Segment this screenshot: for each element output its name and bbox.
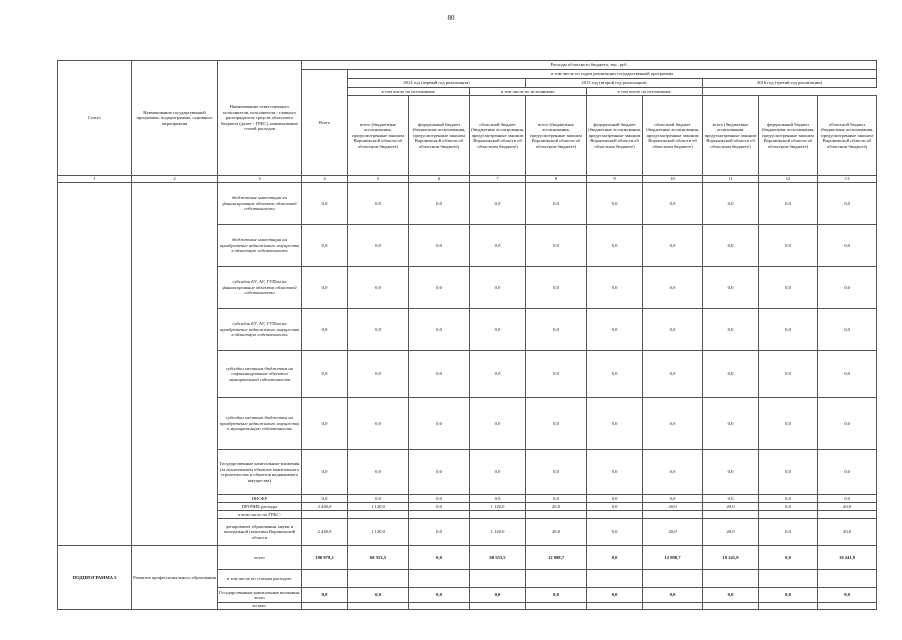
- cell-value: 0,0: [409, 519, 470, 546]
- cell-value: 20,0: [703, 503, 759, 511]
- cell-value: 20,0: [526, 503, 587, 511]
- cell-value: 20,0: [703, 519, 759, 546]
- cell-value: 0,0: [587, 267, 643, 309]
- cell-value: 20,0: [643, 503, 703, 511]
- cell-value: 20,0: [526, 519, 587, 546]
- cell-value: 0,0: [643, 450, 703, 495]
- col-number: 7: [470, 176, 526, 183]
- cell-value: 0,0: [302, 351, 348, 398]
- cell-value: 0,0: [643, 588, 703, 603]
- row-label: НИОКР: [218, 495, 302, 503]
- name-cell-empty: [132, 183, 218, 546]
- cell-value: 0,0: [643, 267, 703, 309]
- cell-value: 68 553,5: [470, 546, 526, 570]
- cell-value: 0,0: [348, 495, 409, 503]
- row-label: в том числе по ГРБС:: [218, 511, 302, 519]
- header-sources-2016: в том числе по источникам:: [587, 88, 703, 96]
- cell-value: 0,0: [703, 309, 759, 351]
- cell-value: 0,0: [587, 450, 643, 495]
- header-sources-2015: в том числе по источникам:: [470, 88, 587, 96]
- cell-value: 0,0: [643, 351, 703, 398]
- cell-value: 0,0: [470, 225, 526, 267]
- cell-value: 1 120,0: [348, 503, 409, 511]
- cell-value: 0,0: [759, 546, 818, 570]
- col-number: 11: [703, 176, 759, 183]
- cell-value: 19 241,9: [818, 546, 877, 570]
- cell-value: 0,0: [587, 398, 643, 450]
- cell-value: 12 998,7: [643, 546, 703, 570]
- cell-value: 0,0: [759, 267, 818, 309]
- cell-value: 20,0: [643, 519, 703, 546]
- cell-value: 0,0: [409, 588, 470, 603]
- cell-value: 190 978,2: [302, 546, 348, 570]
- row-label: всего: [218, 546, 302, 570]
- row-label: бюджетные инвестиции на приобретение недвижимого имущества в областную собственность: [218, 225, 302, 267]
- col-number: 4: [302, 176, 348, 183]
- cell-value: 0,0: [643, 398, 703, 450]
- cell-value: 1 120,0: [470, 519, 526, 546]
- cell-value: 0,0: [470, 351, 526, 398]
- cell-value: 0,0: [818, 225, 877, 267]
- cell-value: 0,0: [703, 351, 759, 398]
- cell-value: 0,0: [643, 495, 703, 503]
- header-col-all: всего (бюджетные ассигнования, предусмотренные законом Воронежской области об областном бюджете): [348, 96, 409, 176]
- cell-value: 0,0: [759, 503, 818, 511]
- cell-value: 0,0: [526, 588, 587, 603]
- cell-value: 0,0: [470, 398, 526, 450]
- cell-value: 0,0: [470, 267, 526, 309]
- cell-value: 0,0: [818, 309, 877, 351]
- cell-value: 0,0: [818, 495, 877, 503]
- col-number: 8: [526, 176, 587, 183]
- cell-value: 2 440,0: [302, 503, 348, 511]
- table-row: [58, 183, 877, 225]
- cell-value: 0,0: [643, 183, 703, 225]
- cell-value: 0,0: [348, 588, 409, 603]
- cell-value: 0,0: [759, 398, 818, 450]
- cell-value: 0,0: [409, 546, 470, 570]
- header-year-2016: 2016 год (третий год реализации): [703, 79, 877, 88]
- row-label: субсидии местным бюджетам на софинансирование объектов муниципальной собственности: [218, 351, 302, 398]
- cell-value: 0,0: [302, 495, 348, 503]
- cell-value: 0,0: [409, 398, 470, 450]
- header-col-regional: областной бюджет (бюджетные ассигнования, предусмотренные законом Воронежской области об областном бюджете): [818, 96, 877, 176]
- cell-value: 0,0: [587, 546, 643, 570]
- cell-value: 0,0: [409, 183, 470, 225]
- header-col-regional: областной бюджет (бюджетные ассигнования, предусмотренные законом Воронежской области об областном бюджете): [643, 96, 703, 176]
- cell-value: 0,0: [348, 225, 409, 267]
- cell-value: 0,0: [818, 588, 877, 603]
- cell-value: 0,0: [587, 351, 643, 398]
- cell-value: 0,0: [703, 450, 759, 495]
- col-number: 9: [587, 176, 643, 183]
- page-number: 80: [447, 14, 455, 22]
- cell-value: 12 998,7: [526, 546, 587, 570]
- header-col-federal: федеральный бюджет (бюджетные ассигнования, предусмотренные законом Воронежской области об областном бюджете): [587, 96, 643, 176]
- cell-value: 0,0: [302, 225, 348, 267]
- cell-value: 0,0: [409, 225, 470, 267]
- cell-value: 0,0: [818, 351, 877, 398]
- cell-value: 20,0: [818, 503, 877, 511]
- cell-value: 0,0: [302, 450, 348, 495]
- header-year-2015: 2015 год (второй год реализации): [526, 79, 703, 88]
- subprogram-name: Развитие профессионального образования: [132, 546, 218, 610]
- row-label: субсидии местным бюджетам на приобретение недвижимого имущества в муниципальную собственность: [218, 398, 302, 450]
- row-label: из них:: [218, 603, 302, 610]
- cell-value: 0,0: [348, 267, 409, 309]
- col-number: 5: [348, 176, 409, 183]
- col-number: 13: [818, 176, 877, 183]
- cell-value: 0,0: [759, 351, 818, 398]
- cell-value: 0,0: [703, 495, 759, 503]
- cell-value: 0,0: [759, 588, 818, 603]
- cell-value: 0,0: [587, 495, 643, 503]
- cell-value: 20,0: [818, 519, 877, 546]
- header-col-federal: федеральный бюджет (бюджетные ассигнования, предусмотренные законом Воронежской области об областном бюджете): [409, 96, 470, 176]
- header-by-years: в том числе по годам реализации государственной программы: [348, 70, 877, 79]
- cell-value: 1 120,0: [470, 503, 526, 511]
- cell-value: 0,0: [409, 267, 470, 309]
- status-cell-empty: [58, 183, 132, 546]
- col-number: 10: [643, 176, 703, 183]
- cell-value: 0,0: [643, 309, 703, 351]
- header-sources-2014: в том числе по источникам:: [348, 88, 470, 96]
- cell-value: 0,0: [302, 588, 348, 603]
- header-col-federal: федеральный бюджет (бюджетные ассигнования, предусмотренные законом Воронежской области об областном бюджете): [759, 96, 818, 176]
- cell-value: 0,0: [587, 503, 643, 511]
- cell-value: 19 241,9: [703, 546, 759, 570]
- header-program-name: Наименование государственной программы, подпрограммы, основного мероприятия: [132, 61, 218, 176]
- cell-value: 0,0: [526, 450, 587, 495]
- cell-value: 0,0: [587, 519, 643, 546]
- subprogram-status: ПОДПРОГРАММА 5: [58, 546, 132, 610]
- budget-table: [57, 60, 877, 610]
- subprogram-row: [58, 546, 877, 570]
- cell-value: 0,0: [818, 398, 877, 450]
- cell-value: 0,0: [526, 267, 587, 309]
- cell-value: 0,0: [526, 225, 587, 267]
- cell-value: 0,0: [703, 183, 759, 225]
- cell-value: 0,0: [302, 183, 348, 225]
- col-number: 6: [409, 176, 470, 183]
- cell-value: 0,0: [759, 495, 818, 503]
- cell-value: 68 553,5: [348, 546, 409, 570]
- cell-value: 0,0: [348, 398, 409, 450]
- row-label: субсидии БУ, АУ, ГУПам на приобретение недвижимого имущества в областную собственность: [218, 309, 302, 351]
- header-status: Статус: [58, 61, 132, 176]
- cell-value: 0,0: [409, 450, 470, 495]
- cell-value: 0,0: [703, 588, 759, 603]
- cell-value: 0,0: [526, 183, 587, 225]
- cell-value: 0,0: [526, 351, 587, 398]
- col-number: 2: [132, 176, 218, 183]
- cell-value: 0,0: [302, 267, 348, 309]
- header-col-all: всего (бюджетные ассигнования, предусмотренные законом Воронежской области об областном бюджете): [526, 96, 587, 176]
- cell-value: 0,0: [348, 183, 409, 225]
- cell-value: 0,0: [759, 519, 818, 546]
- cell-value: 0,0: [526, 398, 587, 450]
- cell-value: 0,0: [587, 225, 643, 267]
- header-col-all: всего (бюджетные ассигнования, предусмотренные законом Воронежской области об областном бюджете): [703, 96, 759, 176]
- cell-value: 2 440,0: [302, 519, 348, 546]
- cell-value: 0,0: [409, 309, 470, 351]
- cell-value: 0,0: [818, 267, 877, 309]
- row-label: ПРОЧИЕ расходы: [218, 503, 302, 511]
- cell-value: 0,0: [703, 398, 759, 450]
- cell-value: 0,0: [470, 495, 526, 503]
- cell-value: 0,0: [587, 588, 643, 603]
- row-label: в том числе по статьям расходов:: [218, 570, 302, 588]
- cell-value: 0,0: [348, 450, 409, 495]
- col-number: 3: [218, 176, 302, 183]
- cell-value: 0,0: [526, 495, 587, 503]
- cell-value: 0,0: [348, 351, 409, 398]
- cell-value: 0,0: [348, 309, 409, 351]
- cell-value: 0,0: [470, 309, 526, 351]
- cell-value: 0,0: [409, 351, 470, 398]
- header-col-regional: областной бюджет (бюджетные ассигнования, предусмотренные законом Воронежской области об областном бюджете): [470, 96, 526, 176]
- cell-value: 0,0: [703, 225, 759, 267]
- row-label: Государственные капитальные вложения (за исключением объектов капитального строительства и объектов недвижимого имущества): [218, 450, 302, 495]
- cell-value: 0,0: [302, 398, 348, 450]
- column-numbers-row: [58, 176, 877, 183]
- row-label: Государственные капитальные вложения, всего: [218, 588, 302, 603]
- cell-value: 0,0: [587, 183, 643, 225]
- cell-value: 0,0: [526, 309, 587, 351]
- col-number: 1: [58, 176, 132, 183]
- cell-value: 0,0: [409, 503, 470, 511]
- header-expenses: Расходы областного бюджета, тыс. руб.: [302, 61, 877, 70]
- cell-value: 0,0: [470, 450, 526, 495]
- cell-value: 0,0: [643, 225, 703, 267]
- header-year-2014: 2014 год (первый год реализации): [348, 79, 526, 88]
- row-label: бюджетные инвестиции на финансирование объектов областной собственности: [218, 183, 302, 225]
- cell-value: 0,0: [302, 309, 348, 351]
- row-label: субсидии БУ, АУ, ГУПам на финансирование объектов областной собственности: [218, 267, 302, 309]
- cell-value: 0,0: [818, 450, 877, 495]
- col-number: 12: [759, 176, 818, 183]
- cell-value: 1 120,0: [348, 519, 409, 546]
- row-label: департамент образования, науки и молодежной политики Воронежской области: [218, 519, 302, 546]
- header-total: Всего: [302, 70, 348, 176]
- cell-value: 0,0: [759, 450, 818, 495]
- cell-value: 0,0: [703, 267, 759, 309]
- cell-value: 0,0: [759, 183, 818, 225]
- cell-value: 0,0: [470, 588, 526, 603]
- cell-value: 0,0: [470, 183, 526, 225]
- cell-value: 0,0: [759, 225, 818, 267]
- header-executor: Наименование ответственного исполнителя, исполнителя - главного распорядителя средств областного бюджета (далее - ГРБС), наименование статей расходов: [218, 61, 302, 176]
- cell-value: 0,0: [409, 495, 470, 503]
- cell-value: 0,0: [587, 309, 643, 351]
- cell-value: 0,0: [818, 183, 877, 225]
- cell-value: 0,0: [759, 309, 818, 351]
